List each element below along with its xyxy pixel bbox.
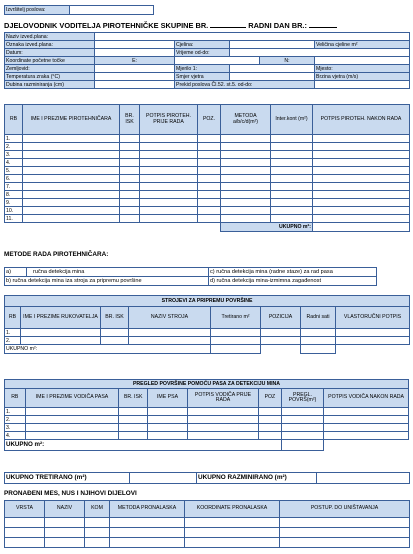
cell[interactable] [25,432,119,440]
cell[interactable] [101,337,129,345]
cell[interactable] [258,408,281,416]
cell[interactable] [221,167,271,175]
cell[interactable] [21,329,101,337]
cell[interactable] [221,207,271,215]
table-row [5,215,410,223]
place-label: Mjesto: [315,65,410,73]
table-row [5,191,410,199]
cell[interactable] [119,408,148,416]
cell[interactable] [336,337,410,345]
table-row [5,159,410,167]
row-number: 1. [5,135,23,143]
dogs-total-field[interactable] [281,440,323,451]
cell[interactable] [198,199,221,207]
cell[interactable] [25,408,119,416]
info-table [4,32,410,89]
date-field[interactable] [95,49,175,57]
cell[interactable] [45,518,85,528]
m-col-treated: Tretirano m² [211,307,261,329]
cell[interactable] [211,329,261,337]
title-blank[interactable] [210,27,246,28]
m-col-position: POZICIJA [261,307,301,329]
row-number: 4. [5,432,26,440]
method-d-text: d) ručna detekcija mina-izmimna zagađenost [209,277,377,286]
methods-title: METODE RADA PIROTEHNIČARA: [4,251,109,258]
target-field[interactable] [230,41,315,49]
table-row [5,199,410,207]
cell[interactable] [280,528,410,538]
f-col-method: METODA PRONALASKA [110,501,185,518]
cell[interactable] [271,207,313,215]
m-col-operator: IME I PREZIME RUKOVATELJA [21,307,101,329]
table-row [5,337,410,345]
cell[interactable] [313,175,410,183]
cell[interactable] [221,159,271,167]
terrain-label: Zemljovid: [5,65,95,73]
site-name-label: Naziv izved.plana: [5,33,95,41]
cell[interactable] [188,416,259,424]
cell[interactable] [120,135,140,143]
f-col-name: NAZIV [45,501,85,518]
cell[interactable] [198,135,221,143]
d-col-dog: IME PSA [148,389,188,408]
machines-total-field[interactable] [211,345,261,354]
wind-speed-label: Brzina vjetra (m/s) [315,73,410,81]
totals-table [4,472,410,484]
temperature-label: Temperatura zraka (°C) [5,73,95,81]
cell[interactable] [324,424,409,432]
cell[interactable] [221,151,271,159]
cell[interactable] [23,191,120,199]
cell[interactable] [188,408,259,416]
interrupt-field[interactable] [315,81,410,89]
cell[interactable] [140,183,198,191]
f-col-type: VRSTA [5,501,45,518]
m-col-signature: VLASTORUČNI POTPIS [336,307,410,329]
cell[interactable] [313,143,410,151]
total-spacer [5,223,221,232]
col-rb: RB [5,105,23,135]
d-col-sign-after: POTPIS VODIČA NAKON RADA [324,389,409,408]
cell[interactable] [23,183,120,191]
cell[interactable] [198,191,221,199]
f-col-count: KOM [85,501,110,518]
cell[interactable] [198,175,221,183]
cell[interactable] [140,199,198,207]
main-total-field[interactable] [313,223,410,232]
cell[interactable] [140,191,198,199]
d-col-area: PREGL. POVRŠ(m²) [281,389,323,408]
main-total-label: UKUPNO m²: [221,223,313,232]
cell[interactable] [281,416,323,424]
cell[interactable] [120,207,140,215]
d-col-pos: POZ [258,389,281,408]
cell[interactable] [280,518,410,528]
cell[interactable] [271,199,313,207]
method-c-text: c) ručna detekcija mina (radne staze) za rad pasa [209,268,377,277]
depth-label: Dubina razminiranja (cm) [5,81,95,89]
cell[interactable] [198,143,221,151]
cell[interactable] [120,159,140,167]
cell[interactable] [129,337,211,345]
method-a-letter: a) [5,268,27,277]
coord-n-field[interactable] [315,57,410,65]
cell[interactable] [221,215,271,223]
time-field[interactable] [230,49,410,57]
dogs-table [4,379,409,451]
cell[interactable] [301,337,336,345]
row-number: 10. [5,207,23,215]
cell[interactable] [185,528,280,538]
cell[interactable] [313,199,410,207]
date-label: Datum: [5,49,95,57]
total-demined-label: UKUPNO RAZMINIRANO (m²) [197,473,317,484]
cell[interactable] [23,199,120,207]
cell[interactable] [271,159,313,167]
row-number: 7. [5,183,23,191]
cell[interactable] [188,424,259,432]
cell[interactable] [101,329,129,337]
f-col-procedure: POSTUP. DO UNIŠTAVANJA [280,501,410,518]
cell[interactable] [23,215,120,223]
d-col-handler: IME I PREZIME VODIČA PASA [25,389,119,408]
cell[interactable] [21,337,101,345]
m-col-rb: RB [5,307,21,329]
cell[interactable] [301,329,336,337]
table-row [5,518,410,528]
cell[interactable] [258,432,281,440]
spacer [336,345,410,354]
cell[interactable] [140,175,198,183]
table-row [5,408,409,416]
row-number: 8. [5,191,23,199]
cell[interactable] [120,215,140,223]
cell[interactable] [5,538,45,548]
time-label: Vrijeme od-do: [175,49,230,57]
cell[interactable] [271,183,313,191]
row-number: 4. [5,159,23,167]
cell[interactable] [23,207,120,215]
m-col-hours: Radni sati [301,307,336,329]
cell[interactable] [120,183,140,191]
row-number: 3. [5,424,26,432]
row-number: 11. [5,215,23,223]
row-number: 9. [5,199,23,207]
temperature-field[interactable] [95,73,175,81]
page-title [4,21,337,30]
row-number: 2. [5,416,26,424]
d-col-sign-before: POTPIS VODIČA PRIJE RADA [188,389,259,408]
table-row [5,207,410,215]
cell[interactable] [140,167,198,175]
cell[interactable] [258,424,281,432]
coords-label: Koordinate početne točke [5,57,95,65]
cell[interactable] [140,151,198,159]
cell[interactable] [185,538,280,548]
site-name-field[interactable] [95,33,410,41]
target-label: Cjelina: [175,41,230,49]
cell[interactable] [120,167,140,175]
cell[interactable] [119,432,148,440]
col-name: IME I PREZIME PIROTEHNIČARA [23,105,120,135]
plan-mark-field[interactable] [95,41,175,49]
wind-dir-label: Smjer vjetra [175,73,230,81]
table-row [5,424,409,432]
cell[interactable] [85,538,110,548]
cell[interactable] [313,191,410,199]
total-treated-field[interactable] [130,473,197,484]
cell[interactable] [281,432,323,440]
cell[interactable] [313,151,410,159]
cell[interactable] [120,199,140,207]
cell[interactable] [271,167,313,175]
day-blank[interactable] [309,27,337,28]
cell[interactable] [271,135,313,143]
cell[interactable] [221,175,271,183]
cell[interactable] [324,432,409,440]
total-treated-label: UKUPNO TRETIRANO (m²) [5,473,130,484]
dogs-caption: PREGLED POVRŠINE POMOĆU PASA ZA DETEKCIJU MINA [5,380,409,389]
cell[interactable] [280,538,410,548]
coord-n-label: N: [260,57,315,65]
col-isk: BR. ISK [120,105,140,135]
cell[interactable] [221,143,271,151]
cell[interactable] [110,538,185,548]
found-title: PRONAĐENI MES, NUS I NJIHOVI DIJELOVI [4,490,137,497]
cell[interactable] [5,518,45,528]
cell[interactable] [120,143,140,151]
col-pos: POZ. [198,105,221,135]
table-row [5,432,409,440]
coord-e-field[interactable] [175,57,260,65]
spacer [261,345,301,354]
depth-field[interactable] [95,81,175,89]
title-part2: RADNI DAN BR.: [248,21,307,30]
cell[interactable] [148,416,188,424]
method-a-text: ručna detekcija mina [27,268,209,277]
machines-table [4,295,410,354]
col-interkont: Inter.kont (m²) [271,105,313,135]
col-sign-before: POTPIS PIROTEH. PRIJE RADA [140,105,198,135]
cell[interactable] [198,167,221,175]
cell[interactable] [148,432,188,440]
cell[interactable] [198,151,221,159]
cell[interactable] [198,215,221,223]
cell[interactable] [85,528,110,538]
cell[interactable] [85,518,110,528]
plan-mark-label: Oznaka izved.plana: [5,41,95,49]
cell[interactable] [271,143,313,151]
cell[interactable] [313,135,410,143]
cell[interactable] [23,143,120,151]
cell[interactable] [198,159,221,167]
cell[interactable] [221,135,271,143]
cell[interactable] [258,416,281,424]
cell[interactable] [23,151,120,159]
cell[interactable] [45,538,85,548]
cell[interactable] [313,183,410,191]
cell[interactable] [281,424,323,432]
cell[interactable] [221,183,271,191]
cell[interactable] [148,408,188,416]
d-col-rb: RB [5,389,26,408]
cell[interactable] [120,175,140,183]
table-row [5,183,410,191]
cell[interactable] [110,518,185,528]
cell[interactable] [120,191,140,199]
cell[interactable] [23,175,120,183]
row-number: 3. [5,151,23,159]
row-number: 6. [5,175,23,183]
table-row [5,329,410,337]
row-number: 1. [5,408,26,416]
pyrotechnician-table [4,104,410,232]
cell[interactable] [211,337,261,345]
cell[interactable] [261,337,301,345]
cell[interactable] [198,207,221,215]
method-b-text: b) ručna detekcija mina iza stroja za pripremu površine [5,277,209,286]
cell[interactable] [261,329,301,337]
interrupt-label: Prekid poslova Čl.52. st.5. od-do: [175,81,315,89]
m-col-isk: BR. ISK [101,307,129,329]
title-part1: DJELOVODNIK VODITELJA PIROTEHNIČKE SKUPINE BR. [4,21,209,30]
cell[interactable] [119,424,148,432]
cell[interactable] [120,151,140,159]
table-row [5,143,410,151]
wind-dir-field[interactable] [230,73,315,81]
cell[interactable] [324,416,409,424]
cell[interactable] [140,215,198,223]
cell[interactable] [324,408,409,416]
scale-field[interactable] [230,65,315,73]
row-number: 2. [5,143,23,151]
methods-table [4,267,377,286]
d-col-isk: BR. ISK [119,389,148,408]
cell[interactable] [25,416,119,424]
row-number: 1. [5,329,21,337]
target-size-label: Veličina cjeline m² [315,41,410,49]
cell[interactable] [5,528,45,538]
cell[interactable] [45,528,85,538]
scale-label: Mjerilo 1: [175,65,230,73]
cell[interactable] [313,207,410,215]
cell[interactable] [23,159,120,167]
cell[interactable] [140,159,198,167]
cell[interactable] [336,329,410,337]
cell[interactable] [119,416,148,424]
spacer [324,440,409,451]
cell[interactable] [313,167,410,175]
table-row [5,135,410,143]
col-method: METODA a/b/c/d(m²) [221,105,271,135]
cell[interactable] [313,215,410,223]
cell[interactable] [185,518,280,528]
cell[interactable] [188,432,259,440]
cell[interactable] [140,207,198,215]
terrain-field[interactable] [95,65,175,73]
machines-total-label: UKUPNO m²: [5,345,211,354]
cell[interactable] [221,191,271,199]
cell[interactable] [129,329,211,337]
cell[interactable] [23,167,120,175]
cell[interactable] [271,151,313,159]
cell[interactable] [313,159,410,167]
row-number: 5. [5,167,23,175]
cell[interactable] [271,175,313,183]
cell[interactable] [148,424,188,432]
executor-table [4,5,154,15]
cell[interactable] [110,528,185,538]
row-number: 2. [5,337,21,345]
cell[interactable] [271,215,313,223]
cell[interactable] [23,135,120,143]
table-row [5,175,410,183]
dogs-total-label: UKUPNO m²: [5,440,282,451]
table-row [5,151,410,159]
cell[interactable] [140,135,198,143]
f-col-coords: KOORDINATE PRONALASKA [185,501,280,518]
cell[interactable] [271,191,313,199]
table-row [5,538,410,548]
total-demined-field[interactable] [317,473,410,484]
cell[interactable] [140,143,198,151]
cell[interactable] [281,408,323,416]
table-row [5,416,409,424]
table-row [5,528,410,538]
cell[interactable] [25,424,119,432]
machines-hours-total[interactable] [301,345,336,354]
cell[interactable] [221,199,271,207]
coord-e-label: E: [95,57,175,65]
executor-label: Izvršitelj poslova: [5,6,70,15]
cell[interactable] [198,183,221,191]
executor-field[interactable] [70,6,154,15]
machines-caption: STROJEVI ZA PRIPREMU POVRŠINE [5,296,410,307]
m-col-machine: NAZIV STROJA [129,307,211,329]
table-row [5,167,410,175]
col-sign-after: POTPIS PIROTEH. NAKON RADA [313,105,410,135]
found-table [4,500,410,548]
